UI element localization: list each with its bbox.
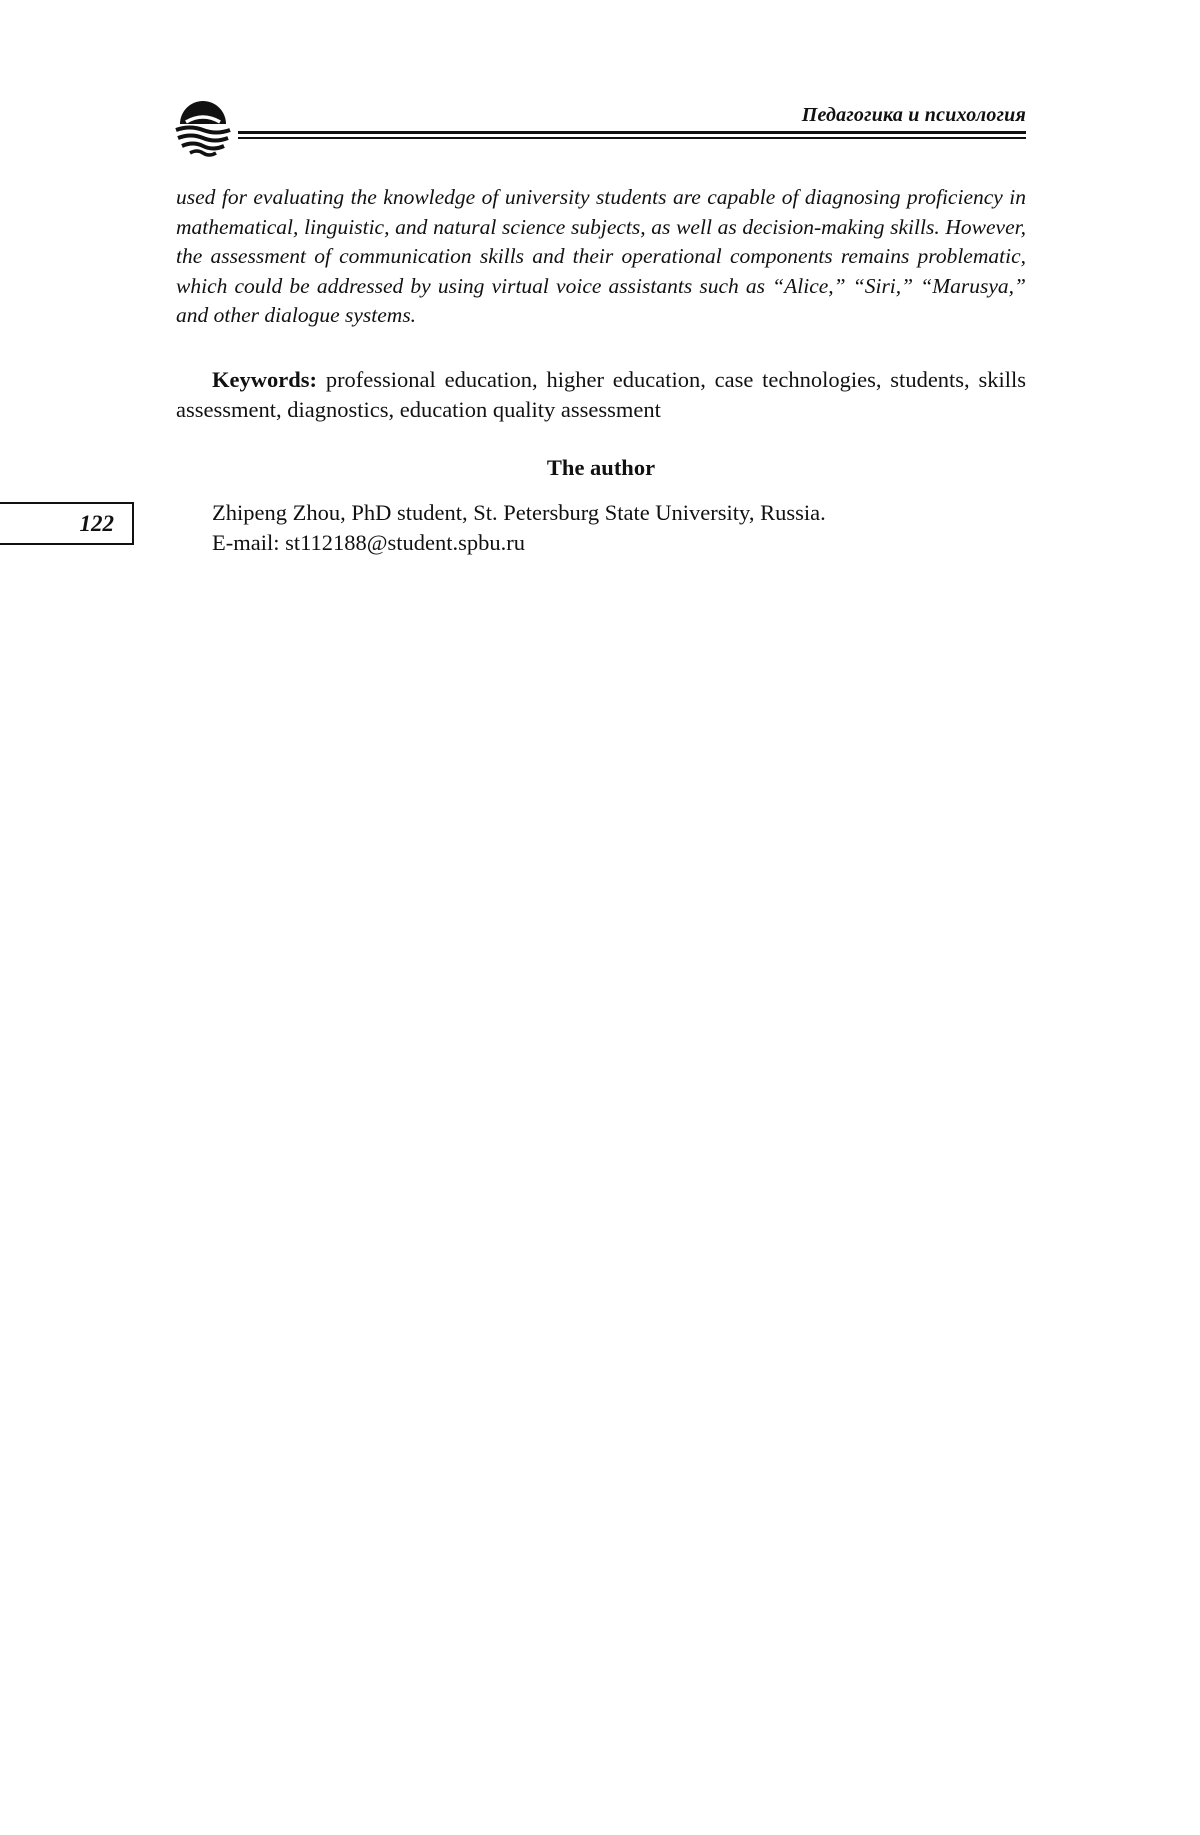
abstract-continuation: used for evaluating the knowledge of university students are capable of diagnosing proficiency in mathematical, linguistic, and natural science subjects, as well as decision-making skills. However, the assessment of communication skills and their operational components remains problematic, which could be addressed by using virtual voice assistants such as “Alice,” “Siri,” “Marusya,” and other dialogue systems. <box>176 185 1026 327</box>
header-rule-thick <box>238 131 1026 134</box>
keywords-paragraph <box>176 365 1026 425</box>
page-number-box <box>0 502 134 545</box>
keywords-label: Keywords: <box>212 367 317 392</box>
page-number: 122 <box>79 511 114 536</box>
author-info <box>212 498 1032 558</box>
page-header <box>172 98 1026 168</box>
author-affiliation: Zhipeng Zhou, PhD student, St. Petersburg State University, Russia. <box>212 500 826 525</box>
journal-logo-icon <box>172 98 234 162</box>
journal-section-title: Педагогика и психология <box>801 104 1026 126</box>
header-rule-thin <box>238 137 1026 139</box>
author-heading: The author <box>546 455 656 480</box>
author-email: E-mail: st112188@student.spbu.ru <box>212 530 525 555</box>
keywords-text: professional education, higher education, case technologies, students, skills assessment, diagnostics, education quality assessment <box>176 367 1026 422</box>
